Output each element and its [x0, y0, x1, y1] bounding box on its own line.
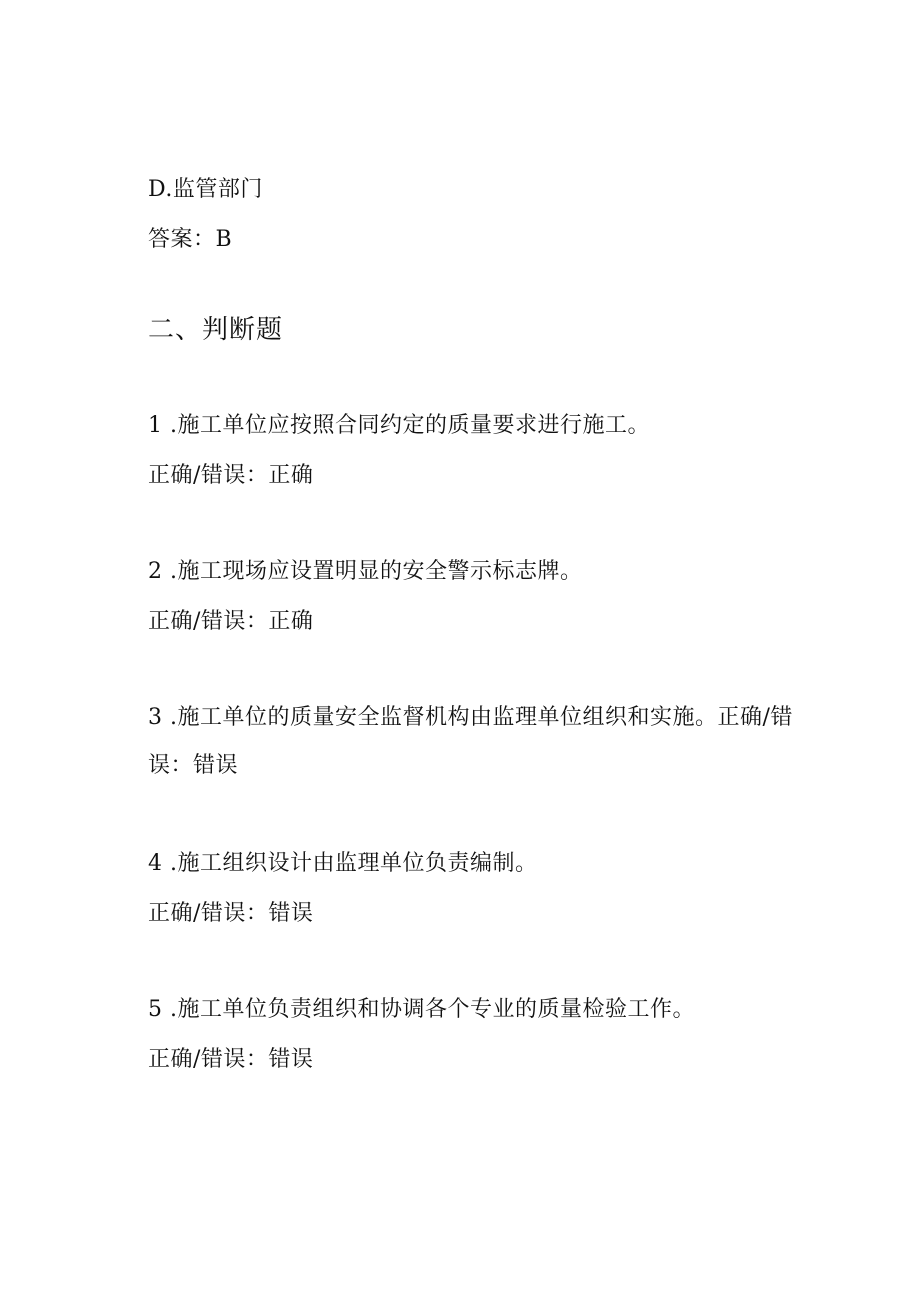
section-title: 二、判断题 — [148, 315, 284, 345]
question-4-text: 4 .施工组织设计由监理单位负责编制。 — [148, 851, 538, 876]
question-2-answer: 正确/错误：正确 — [148, 609, 314, 634]
question-1-text: 1 .施工单位应按照合同约定的质量要求进行施工。 — [148, 413, 650, 438]
question-3-text: 3 .施工单位的质量安全监督机构由监理单位组织和实施。正确/错误：错误 — [148, 705, 793, 778]
question-2-text: 2 .施工现场应设置明显的安全警示标志牌。 — [148, 559, 583, 584]
question-4-answer: 正确/错误：错误 — [148, 901, 314, 926]
option-d: D.监管部门 — [148, 177, 263, 202]
question-5-answer: 正确/错误：错误 — [148, 1047, 314, 1072]
question-5-text: 5 .施工单位负责组织和协调各个专业的质量检验工作。 — [148, 997, 695, 1022]
question-1-answer: 正确/错误：正确 — [148, 463, 314, 488]
previous-answer: 答案：B — [148, 227, 233, 252]
